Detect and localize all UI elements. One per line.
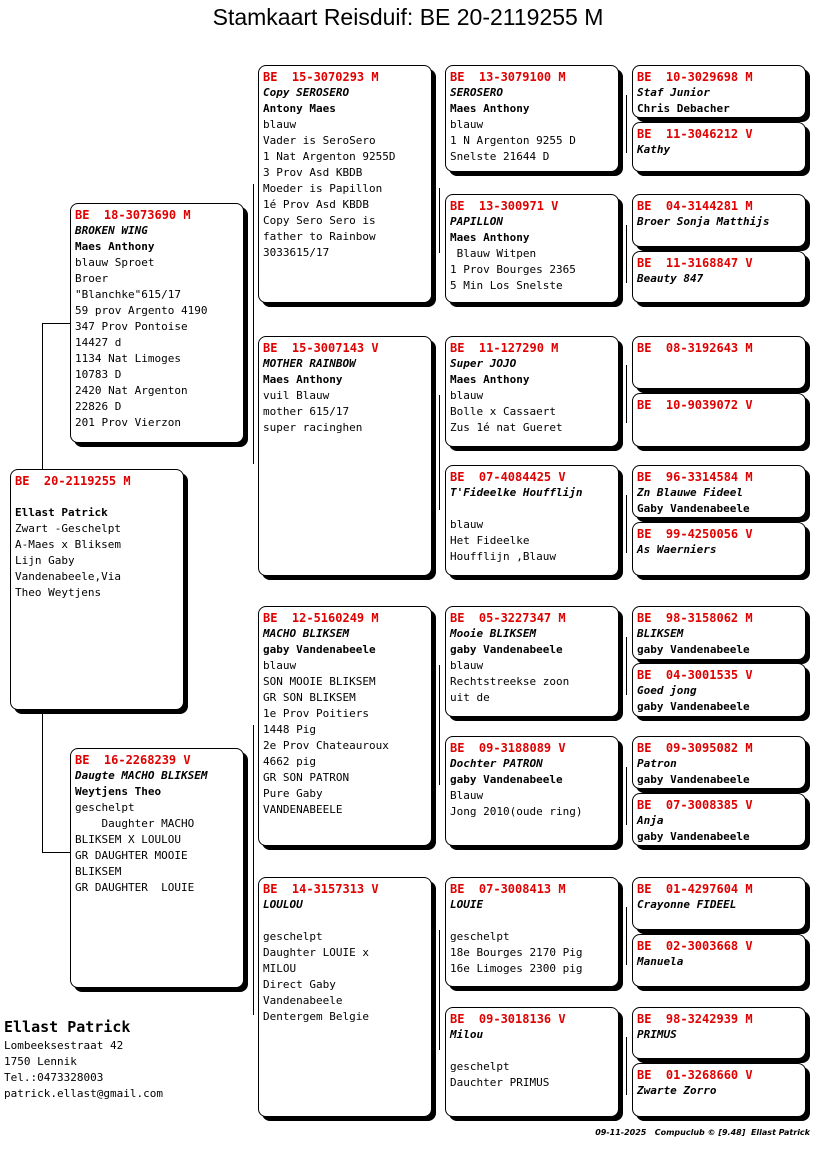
ring-number: BE 15-3007143 V — [263, 341, 379, 355]
breeder-city: 1750 Lennik — [4, 1055, 77, 1068]
pigeon-info: 347 Prov Pontoise — [75, 320, 188, 333]
ring-number: BE 09-3018136 V — [450, 1012, 566, 1026]
pigeon-name: Broer Sonja Matthijs — [637, 215, 770, 228]
pigeon-name: Patron — [637, 757, 677, 770]
footer-credit: 09-11-2025 Compuclub © [9.48] Ellast Patrick — [595, 1128, 810, 1137]
ring-number: BE 20-2119255 M — [15, 474, 131, 488]
connector-line — [626, 767, 627, 825]
breeder-email: patrick.ellast@gmail.com — [4, 1087, 163, 1100]
pigeon-info: 201 Prov Vierzon — [75, 416, 181, 429]
ring-number: BE 01-3268660 V — [637, 1068, 753, 1082]
connector-line — [253, 184, 254, 464]
pigeon-name: Mooie BLIKSEM — [450, 627, 537, 640]
pigeon-info: Dentergem Belgie — [263, 1010, 369, 1023]
connector-line — [626, 365, 627, 423]
pigeon-info: Blauw Witpen — [450, 247, 537, 260]
pigeon-name: Staf Junior — [637, 86, 710, 99]
pigeon-info: father to Rainbow — [263, 230, 376, 243]
pigeon-info: Zwart -Geschelpt — [15, 522, 121, 535]
ancestor-card[interactable] — [632, 122, 806, 172]
pigeon-info: Moeder is Papillon — [263, 182, 383, 195]
ring-number: BE 96-3314584 M — [637, 470, 753, 484]
pigeon-info: geschelpt — [450, 1060, 510, 1073]
pigeon-info: 14427 d — [75, 336, 122, 349]
owner-name: gaby Vandenabeele — [637, 773, 750, 786]
ring-number: BE 11-127290 M — [450, 341, 559, 355]
pigeon-info: 18e Bourges 2170 Pig — [450, 946, 583, 959]
pigeon-info: Daughter LOUIE x — [263, 946, 369, 959]
pigeon-name — [15, 489, 179, 505]
connector-line — [626, 495, 627, 553]
ring-number: BE 98-3158062 M — [637, 611, 753, 625]
pigeon-info: blauw — [450, 659, 484, 672]
pigeon-info: blauw — [450, 518, 484, 531]
pigeon-name: MACHO BLIKSEM — [263, 627, 350, 640]
pigeon-info: 5 Min Los Snelste — [450, 279, 563, 292]
pigeon-info: Direct Gaby — [263, 978, 336, 991]
pigeon-name: Dochter PATRON — [450, 757, 543, 770]
owner-name: gaby Vandenabeele — [450, 773, 563, 786]
pigeon-info: 1 N Argenton 9255 D — [450, 134, 576, 147]
owner-name: Chris Debacher — [637, 102, 730, 115]
connector-line — [42, 323, 43, 469]
great-grandparent-card[interactable] — [445, 65, 619, 172]
pigeon-info: geschelpt — [75, 801, 135, 814]
connector-line — [42, 710, 43, 852]
pigeon-info: Broer — [75, 272, 109, 285]
pigeon-info: 16e Limoges 2300 pig — [450, 962, 583, 975]
pigeon-name: As Waerniers — [637, 543, 717, 556]
owner-name: gaby Vandenabeele — [637, 643, 750, 656]
ancestor-card[interactable] — [632, 65, 806, 118]
owner-name: Gaby Vandenabeele — [637, 502, 750, 515]
ring-number: BE 11-3168847 V — [637, 256, 753, 270]
connector-line — [439, 188, 440, 253]
pigeon-name: Milou — [450, 1028, 484, 1041]
pigeon-info: MILOU — [263, 962, 297, 975]
great-grandparent-card[interactable] — [445, 877, 619, 987]
pigeon-info: Jong 2010(oude ring) — [450, 805, 583, 818]
pigeon-info: "Blanchke"615/17 — [75, 288, 181, 301]
pigeon-info: GR DAUGHTER MOOIE — [75, 849, 188, 862]
ring-number: BE 07-3008413 M — [450, 882, 566, 896]
ring-number: BE 99-4250056 V — [637, 527, 753, 541]
pigeon-info: blauw — [263, 659, 297, 672]
owner-name: gaby Vandenabeele — [637, 830, 750, 843]
pigeon-info: 3033615/17 — [263, 246, 330, 259]
ring-number: BE 08-3192643 M — [637, 341, 753, 355]
pigeon-info: Vandenabeele — [263, 994, 343, 1007]
great-grandparent-card[interactable] — [445, 606, 619, 717]
connector-line — [439, 930, 440, 1050]
ring-number: BE 14-3157313 V — [263, 882, 379, 896]
pigeon-name: BLIKSEM — [637, 627, 684, 640]
ring-number: BE 04-3001535 V — [637, 668, 753, 682]
connector-line — [626, 225, 627, 283]
owner-name: gaby Vandenabeele — [263, 643, 376, 656]
pigeon-info: 1é Prov Asd KBDB — [263, 198, 369, 211]
ring-number: BE 07-4084425 V — [450, 470, 566, 484]
pigeon-info: 1134 Nat Limoges — [75, 352, 181, 365]
pigeon-name: LOULOU — [263, 898, 303, 911]
ring-number: BE 04-3144281 M — [637, 199, 753, 213]
pigeon-name: BROKEN WING — [75, 224, 148, 237]
pigeon-info: VANDENABEELE — [263, 803, 343, 816]
pigeon-info: Copy Sero Sero is — [263, 214, 376, 227]
pigeon-name: Manuela — [637, 955, 684, 968]
ancestor-card[interactable] — [632, 194, 806, 247]
pigeon-name: SEROSERO — [450, 86, 503, 99]
owner-name — [263, 913, 427, 929]
breeder-phone: Tel.:0473328003 — [4, 1071, 104, 1084]
pigeon-info: 10783 D — [75, 368, 122, 381]
ring-number: BE 18-3073690 M — [75, 208, 191, 222]
pigeon-name: Crayonne FIDEEL — [637, 898, 737, 911]
pigeon-info: Snelste 21644 D — [450, 150, 550, 163]
pigeon-info: geschelpt — [263, 930, 323, 943]
pigeon-info: 1e Prov Poitiers — [263, 707, 369, 720]
owner-name — [450, 913, 614, 929]
connector-line — [42, 323, 70, 324]
pigeon-name: Anja — [637, 814, 664, 827]
breeder-info — [4, 1016, 163, 1102]
connector-line — [439, 395, 440, 510]
pigeon-name: Zn Blauwe Fideel — [637, 486, 743, 499]
ring-number: BE 05-3227347 M — [450, 611, 566, 625]
pigeon-info: Vandenabeele,Via — [15, 570, 121, 583]
ancestor-card[interactable] — [632, 336, 806, 389]
pigeon-info: Houfflijn ,Blauw — [450, 550, 556, 563]
pigeon-name: Super JOJO — [450, 357, 517, 370]
pigeon-info: blauw — [450, 118, 484, 131]
owner-name: Antony Maes — [263, 102, 336, 115]
ring-number: BE 10-3029698 M — [637, 70, 753, 84]
pigeon-info: Dauchter PRIMUS — [450, 1076, 550, 1089]
grandparent-card[interactable] — [258, 336, 432, 576]
great-grandparent-card[interactable] — [445, 1007, 619, 1117]
ring-number: BE 07-3008385 V — [637, 798, 753, 812]
pigeon-info: uit de — [450, 691, 490, 704]
pigeon-info: 2420 Nat Argenton — [75, 384, 188, 397]
breeder-name: Ellast Patrick — [4, 1018, 131, 1036]
pigeon-info: Bolle x Cassaert — [450, 405, 556, 418]
subject-pigeon-card[interactable] — [10, 469, 184, 710]
pigeon-info: blauw — [450, 389, 484, 402]
pigeon-info: 59 prov Argento 4190 — [75, 304, 208, 317]
pigeon-info: 22826 D — [75, 400, 122, 413]
pigeon-info: Lijn Gaby — [15, 554, 75, 567]
ring-number: BE 10-9039072 V — [637, 398, 753, 412]
pigeon-info: GR DAUGHTER LOUIE — [75, 881, 195, 894]
pigeon-info: 4662 pig — [263, 755, 316, 768]
owner-name: Maes Anthony — [263, 373, 343, 386]
pigeon-info: Theo Weytjens — [15, 586, 102, 599]
ancestor-card[interactable] — [632, 663, 806, 717]
grandparent-card[interactable] — [258, 877, 432, 1117]
pigeon-info: Blauw — [450, 789, 484, 802]
connector-line — [626, 1037, 627, 1095]
great-grandparent-card[interactable] — [445, 336, 619, 447]
owner-name: Maes Anthony — [450, 231, 530, 244]
pigeon-info: mother 615/17 — [263, 405, 350, 418]
pigeon-name: Copy SEROSERO — [263, 86, 350, 99]
ring-number: BE 02-3003668 V — [637, 939, 753, 953]
connector-line — [42, 852, 70, 853]
ring-number: BE 09-3188089 V — [450, 741, 566, 755]
ancestor-card[interactable] — [632, 393, 806, 447]
pigeon-info: GR SON BLIKSEM — [263, 691, 356, 704]
pigeon-info: BLIKSEM X LOULOU — [75, 833, 181, 846]
page-title: Stamkaart Reisduif: BE 20-2119255 M — [212, 4, 604, 30]
pigeon-name: PRIMUS — [637, 1028, 677, 1041]
connector-line — [626, 637, 627, 695]
pigeon-info: 2e Prov Chateauroux — [263, 739, 389, 752]
ring-number: BE 11-3046212 V — [637, 127, 753, 141]
breeder-street: Lombeeksestraat 42 — [4, 1039, 124, 1052]
pigeon-info: A-Maes x Bliksem — [15, 538, 121, 551]
pigeon-info: 1448 Pig — [263, 723, 316, 736]
grandparent-card[interactable] — [258, 65, 432, 303]
owner-name — [450, 501, 614, 517]
pigeon-name: PAPILLON — [450, 215, 503, 228]
pigeon-info: geschelpt — [450, 930, 510, 943]
ring-number: BE 16-2268239 V — [75, 753, 191, 767]
pigeon-info: Rechtstreekse zoon — [450, 675, 570, 688]
ancestor-card[interactable] — [632, 877, 806, 930]
ring-number: BE 01-4297604 M — [637, 882, 753, 896]
owner-name: Weytjens Theo — [75, 785, 162, 798]
connector-line — [253, 725, 254, 1015]
ancestor-card[interactable] — [632, 1007, 806, 1059]
pigeon-info: blauw — [263, 118, 297, 131]
pigeon-name: Kathy — [637, 143, 671, 156]
connector-line — [626, 95, 627, 153]
pigeon-info: Vader is SeroSero — [263, 134, 376, 147]
pigeon-info: Zus 1é nat Gueret — [450, 421, 563, 434]
pigeon-info: super racinghen — [263, 421, 363, 434]
pigeon-name: LOUIE — [450, 898, 484, 911]
ring-number: BE 13-300971 V — [450, 199, 559, 213]
ancestor-card[interactable] — [632, 606, 806, 660]
pigeon-info: 3 Prov Asd KBDB — [263, 166, 363, 179]
ancestor-card[interactable] — [632, 736, 806, 789]
pigeon-info: 1 Prov Bourges 2365 — [450, 263, 576, 276]
pigeon-info: Pure Gaby — [263, 787, 323, 800]
owner-name: Maes Anthony — [450, 373, 530, 386]
pigeon-info: vuil Blauw — [263, 389, 330, 402]
pigeon-info: blauw Sproet — [75, 256, 155, 269]
great-grandparent-card[interactable] — [445, 736, 619, 846]
ring-number: BE 98-3242939 M — [637, 1012, 753, 1026]
owner-name: Maes Anthony — [75, 240, 155, 253]
owner-name: gaby Vandenabeele — [450, 643, 563, 656]
pigeon-name: MOTHER RAINBOW — [263, 357, 356, 370]
owner-name: Maes Anthony — [450, 102, 530, 115]
pigeon-name: Beauty 847 — [637, 272, 704, 285]
pigeon-name: Daugte MACHO BLIKSEM — [75, 769, 208, 782]
pigeon-name: Zwarte Zorro — [637, 1084, 717, 1097]
ancestor-card[interactable] — [632, 522, 806, 576]
owner-name — [450, 1043, 614, 1059]
owner-name: gaby Vandenabeele — [637, 700, 750, 713]
pigeon-name: T'Fideelke Houfflijn — [450, 486, 583, 499]
ring-number: BE 15-3070293 M — [263, 70, 379, 84]
connector-line — [626, 907, 627, 965]
ring-number: BE 12-5160249 M — [263, 611, 379, 625]
connector-line — [439, 665, 440, 785]
grandparent-card[interactable] — [258, 606, 432, 846]
great-grandparent-card[interactable] — [445, 194, 619, 303]
pigeon-info: 1 Nat Argenton 9255D — [263, 150, 396, 163]
pigeon-info: Het Fideelke — [450, 534, 530, 547]
ancestor-card[interactable] — [632, 793, 806, 846]
pigeon-info: Daughter MACHO — [75, 817, 195, 830]
owner-name: Ellast Patrick — [15, 506, 108, 519]
ring-number: BE 09-3095082 M — [637, 741, 753, 755]
pigeon-name: Goed jong — [637, 684, 697, 697]
pigeon-info: GR SON PATRON — [263, 771, 350, 784]
ring-number: BE 13-3079100 M — [450, 70, 566, 84]
pigeon-info: BLIKSEM — [75, 865, 122, 878]
ancestor-card[interactable] — [632, 251, 806, 303]
great-grandparent-card[interactable] — [445, 465, 619, 576]
pigeon-info: SON MOOIE BLIKSEM — [263, 675, 376, 688]
ancestor-card[interactable] — [632, 1063, 806, 1117]
ancestor-card[interactable] — [632, 934, 806, 987]
ancestor-card[interactable] — [632, 465, 806, 518]
father-pigeon-card[interactable] — [70, 203, 244, 443]
mother-pigeon-card[interactable] — [70, 748, 244, 988]
